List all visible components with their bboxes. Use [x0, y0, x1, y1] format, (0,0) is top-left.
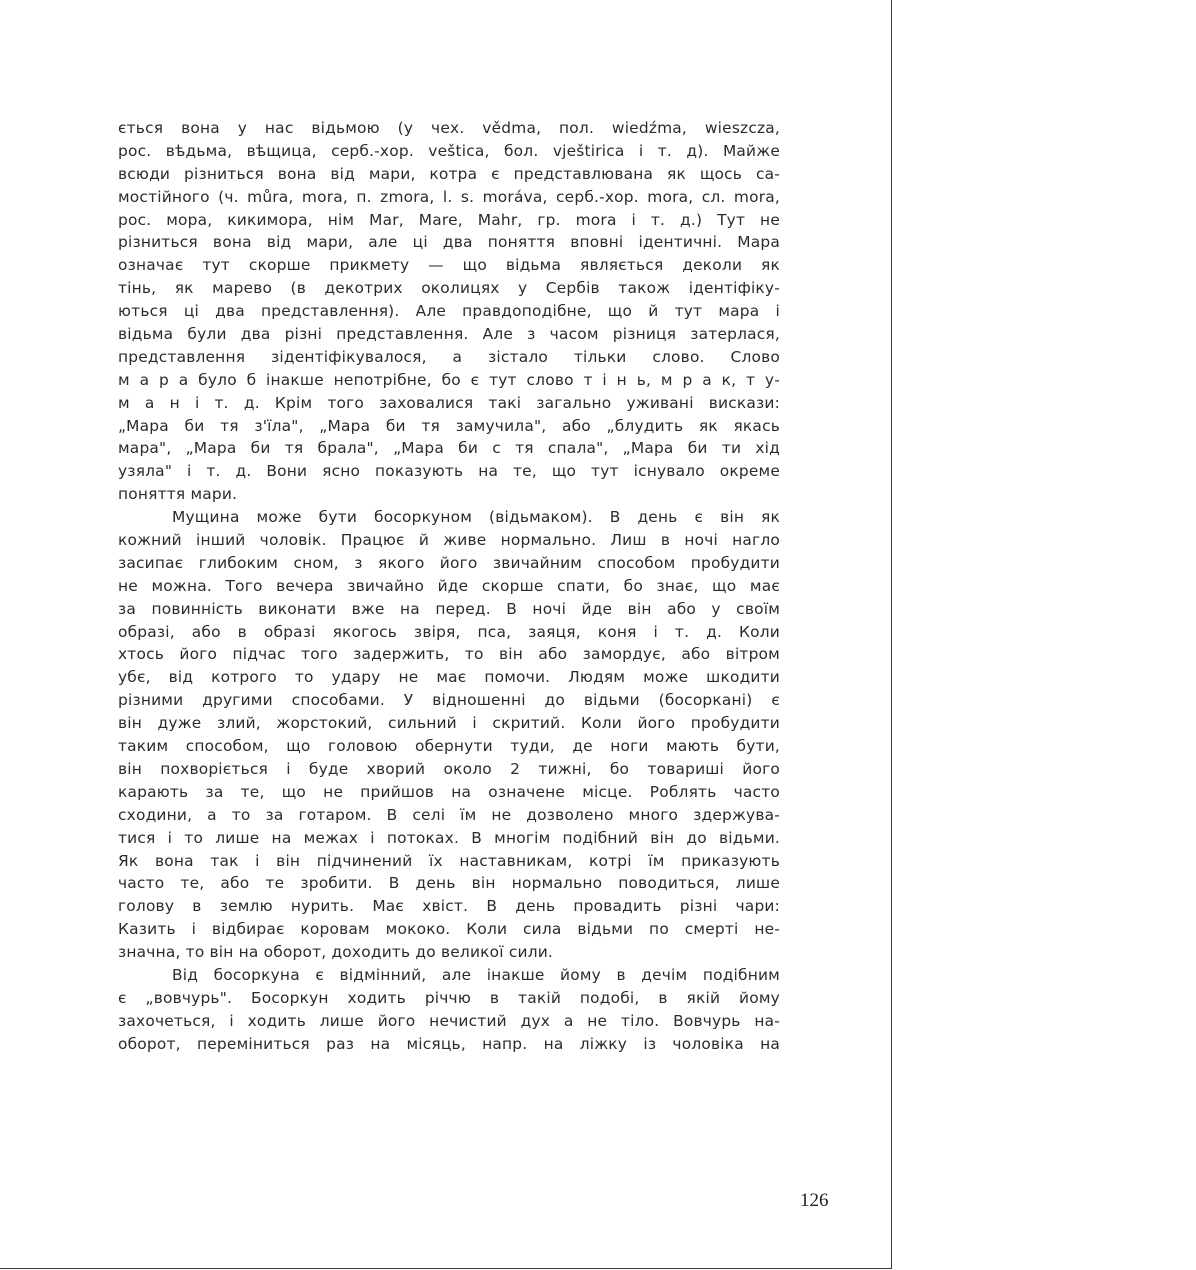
- text-line: захочеться, і ходить лише його нечистий дух а не тіло. Вовчурь на-: [118, 1011, 780, 1030]
- text-line: засипає глибоким сном, з якого його звичайним способом пробудити: [118, 553, 780, 572]
- text-line: узяла" і т. д. Вони ясно показують на те, що тут існувало окреме: [118, 462, 780, 481]
- text-line: є „вовчурь". Босоркун ходить річчю в такій подобі, в якій йому: [118, 988, 780, 1007]
- text-line: не можна. Того вечера звичайно йде скорше спати, бо знає, що має: [118, 576, 780, 595]
- text-line: поняття мари.: [118, 485, 238, 504]
- text-line: образі, або в образі якогось звіря, пса, заяця, коня і т. д. Коли: [118, 622, 780, 641]
- body-text: [118, 117, 780, 1056]
- text-line: рос. мора, кикимора, нім Mar, Mare, Mahr, гр. mora і т. д.) Тут не: [118, 210, 780, 229]
- text-line: за повинність виконати вже на перед. В ночі йде він або у своїм: [118, 599, 780, 618]
- text-line: часто те, або те зробити. В день він нормально поводиться, лише: [118, 874, 780, 893]
- text-line: голову в землю нурить. Має хвіст. В день провадить різні чари:: [118, 897, 780, 916]
- text-line: кожний інший чоловік. Працює й живе нормально. Лиш в ночі нагло: [118, 531, 780, 550]
- text-line: представлення зідентіфікувалося, а зістало тільки слово. Слово: [118, 347, 780, 366]
- paragraph-first-line: Від босоркуна є відмінний, але інакше йому в дечім подібним: [172, 965, 780, 984]
- text-line: хтось його підчас того задержить, то він або замордує, або вітром: [118, 645, 780, 664]
- text-line: ються ці два представлення). Але правдоподібне, що й тут мара і: [118, 302, 780, 321]
- text-line: ється вона у нас відьмою (у чех. vědma, пол. wiedźma, wieszcza,: [118, 119, 780, 137]
- text-line: тися і то лише на межах і потоках. В многім подібний він до відьми.: [118, 828, 780, 847]
- text-line: м а р а було б інакше непотрібне, бо є тут слово т і н ь, м р а к, т у-: [118, 370, 780, 389]
- text-line: різниться вона від мари, але ці два поняття вповні ідентичні. Мара: [118, 233, 780, 252]
- text-line: мостійного (ч. můra, mora, п. zmora, l. s. moráva, серб.-хор. mora, сл. mora,: [118, 187, 780, 206]
- text-line: рос. вѣдьма, вѣщица, серб.-хор. veštica, бол. vještirica і т. д). Майже: [118, 141, 780, 160]
- text-line: „Мара би тя з'їла", „Мара би тя замучила", або „блудить як якась: [118, 416, 780, 435]
- text-line: Казить і відбирає коровам мококо. Коли сила відьми по смерті не-: [118, 920, 780, 939]
- text-line: він дуже злий, жорстокий, сильний і скритий. Коли його пробудити: [118, 714, 780, 733]
- text-line: убє, від котрого то удару не має помочи. Людям може шкодити: [118, 668, 780, 687]
- text-line: мара", „Мара би тя брала", „Мара би с тя спала", „Мара би ти хід: [118, 439, 780, 458]
- text-line: відьма були два різні представлення. Але з часом різниця затерлася,: [118, 325, 780, 344]
- text-line: таким способом, що головою обернути туди, де ноги мають бути,: [118, 737, 780, 756]
- paragraph-first-line: Мущина може бути босоркуном (відьмаком). В день є він як: [172, 508, 780, 527]
- text-line: оборот, переміниться раз на місяць, напр. на ліжку із чоловіка на: [118, 1034, 780, 1053]
- text-line: м а н і т. д. Крім того заховалися такі загально уживані вискази:: [118, 393, 780, 412]
- text-line: всюди різниться вона від мари, котра є представлювана як щось са-: [118, 164, 780, 183]
- page-number: 126: [800, 1190, 829, 1211]
- text-line: різними другими способами. У відношенні до відьми (босоркані) є: [118, 691, 780, 710]
- text-line: Як вона так і він підчинений їх наставникам, котрі їм приказують: [118, 851, 780, 870]
- text-line: сходини, а то за готаром. В селі їм не дозволено много здержува-: [118, 805, 780, 824]
- text-line: означає тут скорше прикмету — що відьма являється деколи як: [118, 256, 780, 275]
- text-line: значна, то він на оборот, доходить до великої сили.: [118, 943, 554, 962]
- text-line: карають за те, що не прийшов на означене місце. Роблять часто: [118, 782, 780, 801]
- text-line: він похворіється і буде хворий около 2 тижні, бо товариші його: [118, 759, 780, 778]
- text-line: тінь, як марево (в декотрих околицях у Сербів також ідентіфіку-: [118, 279, 780, 298]
